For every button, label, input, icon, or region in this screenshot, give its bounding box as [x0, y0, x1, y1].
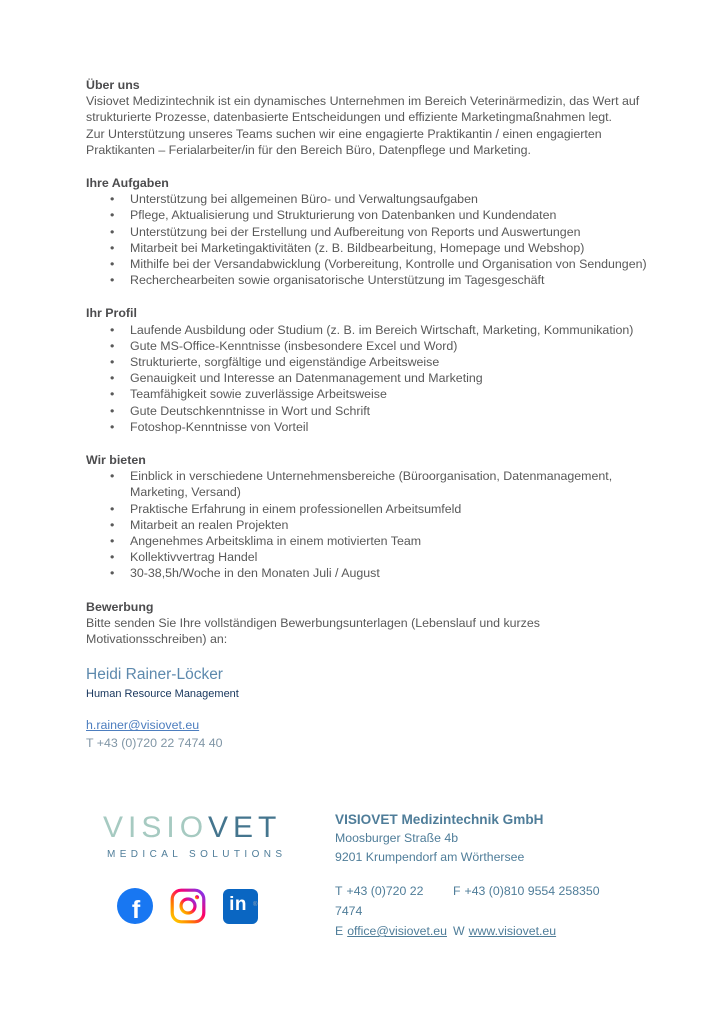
facebook-glyph: f: [131, 896, 141, 925]
list-item: • Recherchearbeiten sowie organisatorische Unterstützung im Tagesgeschäft: [86, 272, 648, 288]
company-address-line1: Moosburger Straße 4b: [335, 831, 459, 845]
section-heading: Ihr Profil: [86, 306, 137, 321]
logo-text-dark: VET: [208, 811, 282, 844]
linkedin-registered-mark: ®: [252, 902, 258, 909]
instagram-icon[interactable]: [170, 888, 206, 924]
section-heading: Wir bieten: [86, 453, 146, 468]
contact-role: Human Resource Management: [86, 688, 239, 701]
list-item: • Teamfähigkeit sowie zuverlässige Arbeitsweise: [86, 386, 648, 402]
list-item: • Praktische Erfahrung in einem professionellen Arbeitsumfeld: [86, 501, 648, 517]
list-item: • Mitarbeit bei Marketingaktivitäten (z. B. Bildbearbeitung, Homepage und Webshop): [86, 240, 648, 256]
list-item: • Mitarbeit an realen Projekten: [86, 517, 648, 533]
list-item: • Gute Deutschkenntnisse in Wort und Schrift: [86, 403, 648, 419]
contact-row-email-web: [335, 921, 645, 941]
section-ihre-aufgaben: [86, 175, 648, 288]
section-ihr-profil: [86, 305, 648, 435]
list-item: • Genauigkeit und Interesse an Datenmanagement und Marketing: [86, 370, 648, 386]
company-name: VISIOVET Medizintechnik GmbH: [335, 812, 544, 827]
linkedin-icon[interactable]: [223, 889, 258, 924]
list-item: • 30-38,5h/Woche in den Monaten Juli / August: [86, 565, 648, 581]
footer-logo-block: [103, 812, 303, 924]
bullet-list: [86, 191, 648, 288]
phone-number: +43 (0)720 22 7474: [335, 884, 424, 919]
company-phone: [335, 881, 453, 921]
paragraph: Zur Unterstützung unseres Teams suchen wir eine engagierte Praktikantin / einen engagierten Praktikanten – Ferialarbeiter/in für den Bereich Büro, Datenpflege und Marketing.: [86, 126, 602, 157]
list-item: • Kollektivvertrag Handel: [86, 549, 648, 565]
company-contact-grid: [335, 881, 645, 941]
section-heading: Ihre Aufgaben: [86, 176, 169, 191]
company-web-link[interactable]: www.visiovet.eu: [468, 924, 557, 939]
company-address-line2: 9201 Krumpendorf am Wörthersee: [335, 849, 525, 864]
logo-text-light: VISIO: [103, 811, 209, 844]
section-wir-bieten: [86, 452, 648, 582]
contact-name: Heidi Rainer-Löcker: [86, 666, 223, 684]
section-heading: Über uns: [86, 78, 140, 92]
contact-phone: T +43 (0)720 22 7474 40: [86, 735, 223, 750]
paragraph: Bitte senden Sie Ihre vollständigen Bewerbungsunterlagen (Lebenslauf und kurzes Motivationsschreiben) an:: [86, 615, 540, 647]
section-heading: Bewerbung: [86, 599, 154, 614]
list-item: • Strukturierte, sorgfältige und eigenständige Arbeitsweise: [86, 354, 648, 370]
facebook-icon[interactable]: [117, 888, 153, 924]
list-item: • Pflege, Aktualisierung und Strukturierung von Datenbanken und Kundendaten: [86, 207, 648, 223]
bullet-list: [86, 468, 648, 581]
list-item: • Angenehmes Arbeitsklima in einem motivierten Team: [86, 533, 648, 549]
paragraph: Visiovet Medizintechnik ist ein dynamisches Unternehmen im Bereich Veterinärmedizin, das Wert auf strukturierte Prozesse, datenbasierte Entscheidungen und effiziente Marketingmaßnahmen legt.: [86, 94, 640, 125]
document-body: [86, 77, 648, 751]
fax-number: +43 (0)810 9554 258350: [464, 884, 600, 899]
social-links: [117, 888, 303, 924]
contact-row-phone-fax: [335, 881, 645, 921]
bullet-list: [86, 322, 648, 435]
linkedin-glyph: in: [229, 894, 247, 916]
list-item: • Laufende Ausbildung oder Studium (z. B. im Bereich Wirtschaft, Marketing, Kommunikation): [86, 322, 648, 338]
company-fax: [453, 881, 645, 921]
phone-label: T: [335, 884, 343, 899]
list-item: • Einblick in verschiedene Unternehmensbereiche (Büroorganisation, Datenmanagement, Marketing, Versand): [86, 468, 648, 500]
company-email: [335, 921, 453, 941]
contact-person-block: [86, 665, 648, 750]
web-label: W: [453, 924, 465, 939]
company-web: [453, 921, 645, 941]
list-item: • Unterstützung bei der Erstellung und Aufbereitung von Reports und Auswertungen: [86, 224, 648, 240]
instagram-glyph: [170, 888, 206, 924]
list-item: • Mithilfe bei der Versandabwicklung (Vorbereitung, Kontrolle und Organisation von Sendungen): [86, 256, 648, 272]
company-email-link[interactable]: office@visiovet.eu: [347, 924, 447, 939]
section-bewerbung: [86, 599, 648, 648]
list-item: • Unterstützung bei allgemeinen Büro- und Verwaltungsaufgaben: [86, 191, 648, 207]
logo-subtitle: MEDICAL SOLUTIONS: [107, 849, 287, 860]
contact-email-link[interactable]: h.rainer@visiovet.eu: [86, 718, 200, 733]
fax-label: F: [453, 884, 461, 899]
email-label: E: [335, 924, 344, 939]
visiovet-logo: [103, 812, 303, 844]
list-item: • Fotoshop-Kenntnisse von Vorteil: [86, 419, 648, 435]
list-item: • Gute MS-Office-Kenntnisse (insbesondere Excel und Word): [86, 338, 648, 354]
footer-company-block: [335, 810, 645, 941]
section-ueber-uns: [86, 77, 648, 158]
